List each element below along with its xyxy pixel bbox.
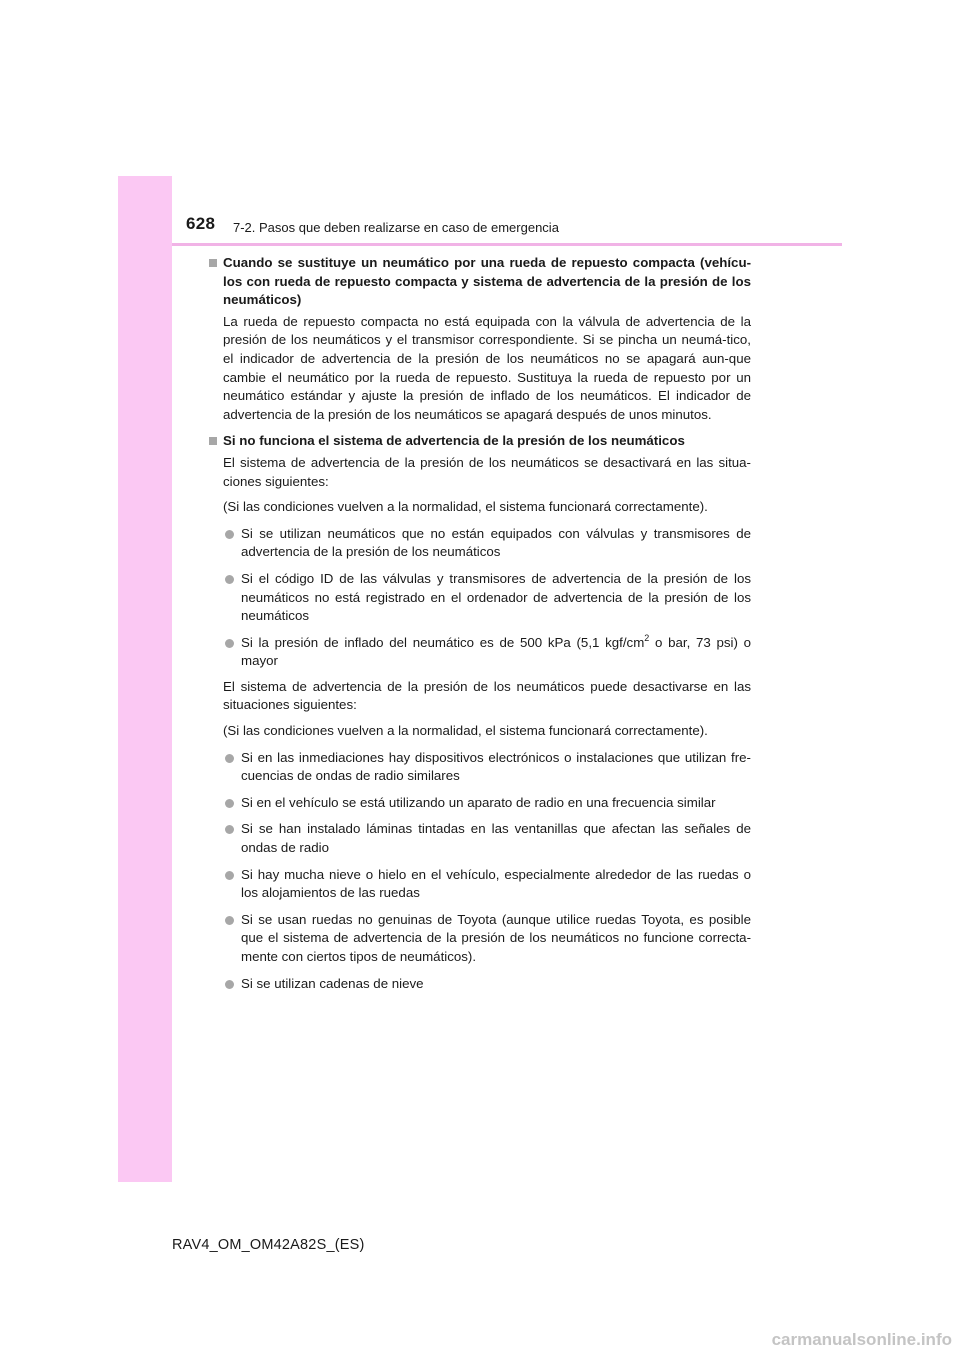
- square-bullet-icon: [209, 259, 217, 267]
- header-divider: [172, 243, 842, 246]
- watermark: carmanualsonline.info: [771, 1330, 952, 1349]
- round-bullet-icon: [225, 799, 234, 808]
- paragraph: El sistema de advertencia de la presión de los neumáticos se desactivará en las situa-ciones siguientes:: [223, 454, 751, 489]
- paragraph-note: (Si las condiciones vuelven a la normalidad, el sistema funcionará correctamente).: [223, 499, 708, 515]
- paragraph-note: (Si las condiciones vuelven a la normalidad, el sistema funcionará correctamente).: [223, 723, 708, 739]
- round-bullet-icon: [225, 575, 234, 584]
- round-bullet-icon: [225, 825, 234, 834]
- paragraph: El sistema de advertencia de la presión de los neumáticos puede desactivarse en las situaciones siguientes:: [223, 678, 751, 713]
- paragraph: La rueda de repuesto compacta no está equipada con la válvula de advertencia de la presión de los neumáticos y el transmisor correspondiente. Si se pincha un neumá-tico, el indicador de advertencia de la presión de los neumáticos no se apagará aun-que cambie el neumático por la rueda de repuesto. Sustituya la rueda de repuesto por un neumático estándar y ajuste la presión de inflado de los neumáticos. El indicador de advertencia de la presión de los neumáticos se apagará después de unos minutos.: [223, 313, 751, 422]
- round-bullet-icon: [225, 639, 234, 648]
- section-heading: 7-2. Pasos que deben realizarse en caso de emergencia: [233, 220, 559, 235]
- side-color-band: [118, 176, 172, 1182]
- section-spare-tire: [209, 254, 751, 424]
- list-item: Si hay mucha nieve o hielo en el vehículo, especialmente alrededor de las ruedas o los alojamientos de las ruedas: [209, 866, 751, 903]
- list-item: Si en el vehículo se está utilizando un aparato de radio en una frecuencia similar: [209, 794, 751, 813]
- block-heading: Si no funciona el sistema de advertencia de la presión de los neumáticos: [209, 432, 751, 451]
- list-item: Si el código ID de las válvulas y transmisores de advertencia de la presión de los neumáticos no está registrado en el ordenador de advertencia de la presión de los neumáticos: [209, 570, 751, 626]
- list-item: Si se han instalado láminas tintadas en las ventanillas que afectan las señales de ondas de radio: [209, 820, 751, 857]
- list-item: Si en las inmediaciones hay dispositivos electrónicos o instalaciones que utilizan fre-cuencias de ondas de radio similares: [209, 749, 751, 786]
- list-item: Si se utilizan neumáticos que no están equipados con válvulas y transmisores de advertencia de la presión de los neumáticos: [209, 525, 751, 562]
- list-item: Si la presión de inflado del neumático es de 500 kPa (5,1 kgf/$cm^2$ o bar, 73 psi) o mayor: [209, 634, 751, 671]
- list-item: Si se usan ruedas no genuinas de Toyota (aunque utilice ruedas Toyota, es posible que el sistema de advertencia de la presión de los neumáticos no funcione correcta-mente con ciertos tipos de neumáticos).: [209, 911, 751, 967]
- round-bullet-icon: [225, 754, 234, 763]
- round-bullet-icon: [225, 530, 234, 539]
- square-bullet-icon: [209, 437, 217, 445]
- round-bullet-icon: [225, 871, 234, 880]
- block-heading: Cuando se sustituye un neumático por una rueda de repuesto compacta (vehícu-los con rueda de repuesto compacta y sistema de advertencia de la presión de los neumáticos): [209, 254, 751, 310]
- page-content: [209, 254, 751, 998]
- page-number: 628: [186, 214, 216, 233]
- document-code: RAV4_OM_OM42A82S_(ES): [172, 1237, 365, 1253]
- round-bullet-icon: [225, 916, 234, 925]
- round-bullet-icon: [225, 980, 234, 989]
- section-system-malfunction: [209, 432, 751, 993]
- list-item: Si se utilizan cadenas de nieve: [209, 975, 751, 994]
